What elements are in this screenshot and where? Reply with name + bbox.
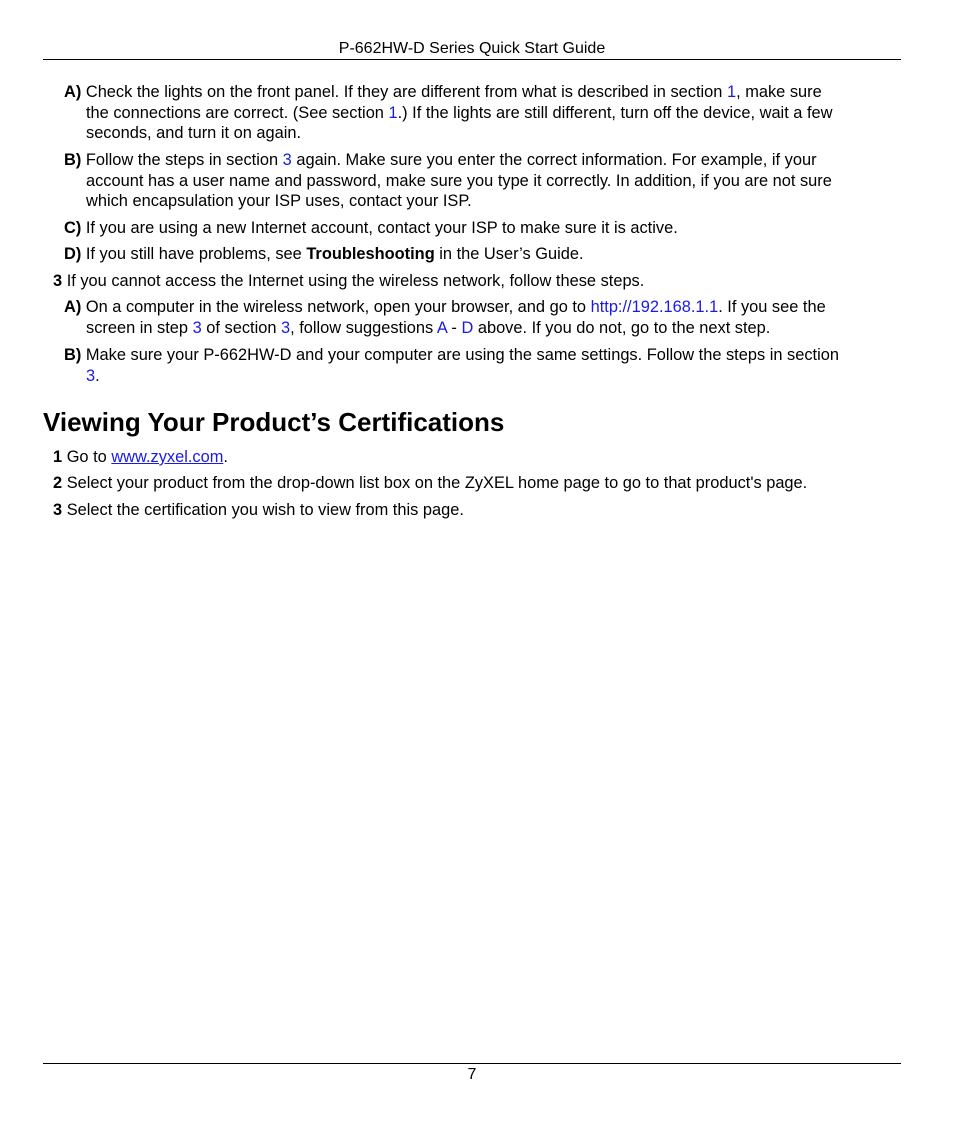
substep-d-still-problems xyxy=(64,244,904,265)
troubleshooting-emphasis: Troubleshooting xyxy=(306,245,435,263)
substep-a-wireless xyxy=(64,297,904,338)
substep-text: which encapsulation your ISP uses, contact your ISP. xyxy=(86,192,472,211)
substep-b-follow-steps xyxy=(64,150,904,212)
section-heading: Viewing Your Product’s Certifications xyxy=(43,407,505,437)
section-reference-link[interactable]: 3 xyxy=(281,318,291,337)
substep-text: , follow suggestions xyxy=(290,318,437,337)
step-3-wireless xyxy=(53,271,903,292)
substep-text: If you still have problems, see xyxy=(85,245,307,263)
ip-address-link[interactable]: http://192.168.1.1 xyxy=(590,298,719,316)
cert-step-2 xyxy=(53,473,903,494)
substep-text: the connections are correct. (See section xyxy=(86,103,389,122)
substep-text: seconds, and turn it on again. xyxy=(86,124,302,143)
step-number: 3 xyxy=(53,501,63,519)
header-rule xyxy=(43,59,901,60)
substep-c-new-account xyxy=(64,218,904,239)
substep-text: in the User’s Guide. xyxy=(434,245,584,263)
step-text: Select your product from the drop-down list box on the ZyXEL home page to go to that product's page. xyxy=(66,474,808,492)
section-reference-link[interactable]: 3 xyxy=(282,151,292,169)
step-reference-link[interactable]: 3 xyxy=(192,318,202,337)
step-text: . xyxy=(223,448,228,466)
cert-step-3 xyxy=(53,500,903,521)
section-reference-link[interactable]: 1 xyxy=(726,83,737,101)
cert-step-1 xyxy=(53,447,903,468)
suggestion-d-link[interactable]: D xyxy=(461,318,474,337)
substep-a-lights xyxy=(64,82,904,144)
substep-text: On a computer in the wireless network, open your browser, and go to xyxy=(85,298,591,316)
substep-text: . xyxy=(95,366,100,385)
section-reference-link[interactable]: 3 xyxy=(86,366,96,385)
substep-text: account has a user name and password, make sure you type it correctly. In addition, if you are not sure xyxy=(86,171,832,190)
step-text: Select the certification you wish to view from this page. xyxy=(66,501,464,519)
page-number: 7 xyxy=(467,1066,477,1083)
section-reference-link[interactable]: 1 xyxy=(388,103,398,122)
substep-marker: B) xyxy=(64,151,82,169)
substep-text: If you are using a new Internet account, contact your ISP to make sure it is active. xyxy=(85,219,678,237)
footer-rule xyxy=(43,1063,901,1064)
substep-text: - xyxy=(446,318,462,337)
substep-marker: A) xyxy=(64,298,82,316)
substep-text: above. If you do not, go to the next step. xyxy=(473,318,771,337)
substep-marker: B) xyxy=(64,346,82,364)
step-number: 3 xyxy=(53,272,63,290)
substep-text: Make sure your P-662HW-D and your computer are using the same settings. Follow the steps in section xyxy=(85,346,839,364)
substep-text: . If you see the xyxy=(718,298,826,316)
substep-text: Check the lights on the front panel. If they are different from what is described in section xyxy=(85,83,727,101)
substep-text: .) If the lights are still different, turn off the device, wait a few xyxy=(397,103,833,122)
step-number: 1 xyxy=(53,448,63,466)
substep-marker: A) xyxy=(64,83,82,101)
step-number: 2 xyxy=(53,474,63,492)
step-text: If you cannot access the Internet using the wireless network, follow these steps. xyxy=(66,272,645,290)
substep-b-same-settings xyxy=(64,345,904,386)
zyxel-website-link[interactable]: www.zyxel.com xyxy=(111,448,224,466)
substep-text: again. Make sure you enter the correct information. For example, if your xyxy=(291,151,817,169)
step-text: Go to xyxy=(66,448,112,466)
substep-marker: D) xyxy=(64,245,82,263)
substep-text: of section xyxy=(201,318,281,337)
substep-text: Follow the steps in section xyxy=(85,151,283,169)
suggestion-a-link[interactable]: A xyxy=(436,318,447,337)
substep-marker: C) xyxy=(64,219,82,237)
page-header-title: P-662HW-D Series Quick Start Guide xyxy=(338,40,606,57)
substep-text: , make sure xyxy=(736,83,822,101)
substep-text: screen in step xyxy=(86,318,193,337)
